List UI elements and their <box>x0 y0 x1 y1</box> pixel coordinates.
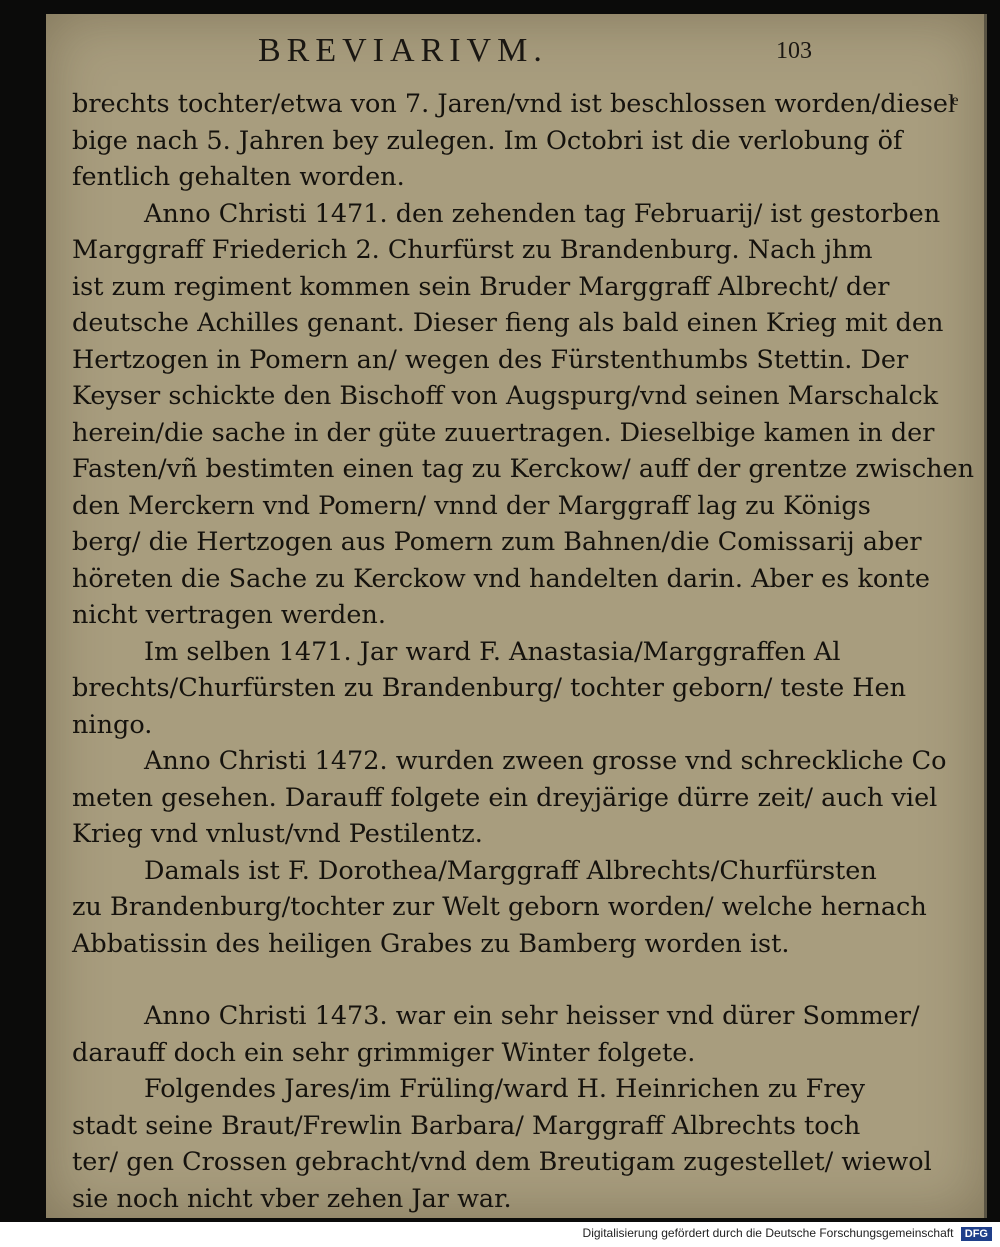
text-line: Keyser schickte den Bischoff von Augspurg/vnd seinen Marschalck <box>72 381 939 411</box>
text-line: zu Brandenburg/tochter zur Welt geborn worden/ welche hernach <box>72 892 927 922</box>
text-line: herein/die sache in der güte zuuertragen. Dieselbige kamen in der <box>72 417 935 448</box>
text-line: Marggraff Friederich 2. Churfürst zu Brandenburg. Nach jhm <box>72 235 873 265</box>
text-line: nicht vertragen werden. <box>72 600 386 630</box>
page-number: 103 <box>776 38 812 64</box>
text-line: den Merckern vnd Pomern/ vnnd der Marggraff lag zu Königs <box>72 490 871 521</box>
text-line: Im selben 1471. Jar ward F. Anastasia/Marggraffen Al <box>144 636 841 667</box>
text-line: ter/ gen Crossen gebracht/vnd dem Breutigam zugestellet/ wiewol <box>72 1147 932 1177</box>
text-line: Damals ist F. Dorothea/Marggraff Albrechts/Churfürsten <box>144 855 877 886</box>
credit-text: Digitalisierung gefördert durch die Deutsche Forschungsgemeinschaft <box>582 1226 954 1240</box>
text-line: meten gesehen. Darauff folgete ein dreyjärige dürre zeit/ auch viel <box>72 782 938 813</box>
text-line: Krieg vnd vnlust/vnd Pestilentz. <box>72 819 483 849</box>
text-line: sie noch nicht vber zehen Jar war. <box>72 1183 512 1214</box>
text-line: höreten die Sache zu Kerckow vnd handelten darin. Aber es konte <box>72 563 931 594</box>
text-line: berg/ die Hertzogen aus Pomern zum Bahnen/die Comissarij aber <box>72 527 922 557</box>
text-line: bige nach 5. Jahren bey zulegen. Im Octobri ist die verlobung öf <box>72 125 903 156</box>
book-page <box>46 14 987 1218</box>
text-line: Anno Christi 1471. den zehenden tag Februarij/ ist gestorben <box>144 198 941 229</box>
dfg-logo: DFG <box>961 1227 992 1241</box>
text-line: Anno Christi 1473. war ein sehr heisser vnd dürer Sommer/ <box>144 1001 920 1031</box>
text-line: Anno Christi 1472. wurden zween grosse vnd schreckliche Co <box>144 746 947 776</box>
text-line: ningo. <box>72 709 153 740</box>
text-line: Fasten/vñ bestimten einen tag zu Kerckow/ auff der grentze zwischen <box>72 454 975 484</box>
running-title: BREVIARIVM. <box>258 32 548 69</box>
text-line: brechts/Churfürsten zu Brandenburg/ tochter geborn/ teste Hen <box>72 673 907 703</box>
text-line: deutsche Achilles genant. Dieser fieng als bald einen Krieg mit den <box>72 308 944 338</box>
page-header <box>46 32 984 72</box>
text-line: ist zum regiment kommen sein Bruder Marggraff Albrecht/ der <box>72 271 890 302</box>
text-line <box>72 1217 802 1218</box>
text-line: Abbatissin des heiligen Grabes zu Bamberg worden ist. <box>72 928 790 959</box>
text-line: Hertzogen in Pomern an/ wegen des Fürstenthumbs Stettin. Der <box>72 344 909 375</box>
body-text <box>72 86 975 1218</box>
text-line: stadt seine Braut/Frewlin Barbara/ Marggraff Albrechts toch <box>72 1110 861 1141</box>
text-line: brechts tochter/etwa von 7. Jaren/vnd ist beschlossen worden/dieselͤ <box>72 89 956 119</box>
text-line: Folgendes Jares/im Früling/ward H. Heinrichen zu Frey <box>144 1074 866 1104</box>
text-line: darauff doch ein sehr grimmiger Winter folgete. <box>72 1037 696 1068</box>
digitization-credit <box>583 1226 992 1241</box>
text-line: fentlich gehalten worden. <box>72 162 405 192</box>
